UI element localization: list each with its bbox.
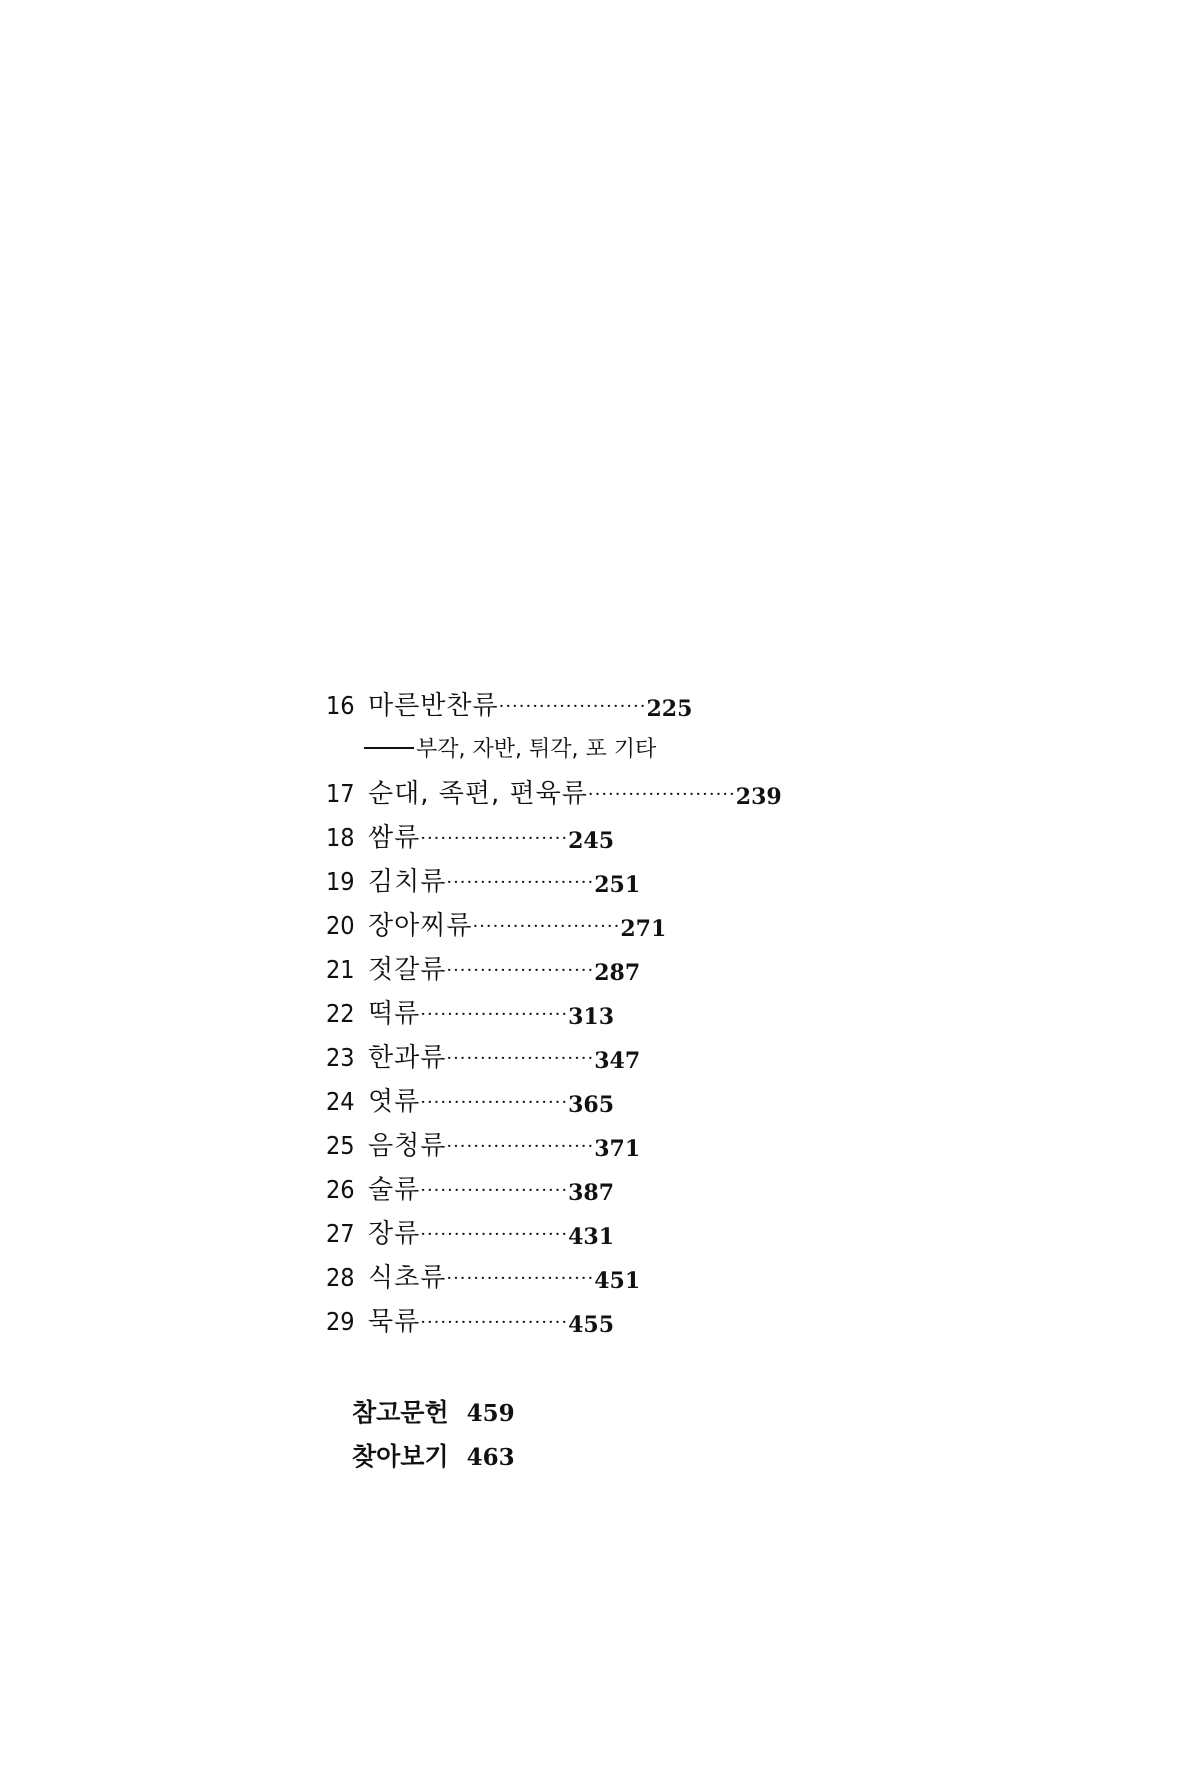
dot-leader: ······················ xyxy=(587,784,736,805)
toc-entry xyxy=(326,1212,886,1256)
page-number: 347 xyxy=(594,1048,641,1074)
toc-entry xyxy=(326,816,886,860)
chapter-title: 순대, 족편, 편육류 xyxy=(368,779,588,809)
toc-entry xyxy=(326,1300,886,1344)
dot-leader: ······················ xyxy=(420,1224,569,1245)
dot-leader: ······················ xyxy=(420,1312,569,1333)
chapter-subtitle: 부각, 자반, 튀각, 포 기타 xyxy=(416,737,657,762)
toc-entry xyxy=(326,684,886,728)
chapter-number: 24 xyxy=(326,1087,355,1116)
chapter-number: 26 xyxy=(326,1175,355,1204)
chapter-title: 묵류 xyxy=(368,1307,421,1337)
toc-entry xyxy=(326,1256,886,1300)
page-number: 251 xyxy=(594,872,641,898)
page-number: 431 xyxy=(568,1224,615,1250)
page-number: 271 xyxy=(620,916,667,942)
page-number: 225 xyxy=(646,696,693,722)
toc-entry xyxy=(326,904,886,948)
chapter-title: 엿류 xyxy=(368,1087,421,1117)
chapter-number: 27 xyxy=(326,1219,355,1248)
page-number: 371 xyxy=(594,1136,641,1162)
chapter-number: 25 xyxy=(326,1131,355,1160)
chapter-number: 28 xyxy=(326,1263,355,1292)
chapter-number: 18 xyxy=(326,823,355,852)
page-number: 239 xyxy=(735,784,782,810)
chapter-number: 22 xyxy=(326,999,355,1028)
chapter-title: 식초류 xyxy=(368,1263,447,1293)
chapter-number: 23 xyxy=(326,1043,355,1072)
dot-leader: ······················ xyxy=(420,1004,569,1025)
page-number: 365 xyxy=(568,1092,615,1118)
chapter-title: 음청류 xyxy=(368,1131,447,1161)
dot-leader: ······················ xyxy=(420,1092,569,1113)
back-matter-entry xyxy=(352,1391,515,1435)
toc-entry xyxy=(326,992,886,1036)
toc-entry xyxy=(326,860,886,904)
toc-entry xyxy=(326,948,886,992)
toc-entry xyxy=(326,1124,886,1168)
page-number: 313 xyxy=(568,1004,615,1030)
page-number: 245 xyxy=(568,828,615,854)
chapter-number: 20 xyxy=(326,911,355,940)
toc-entry xyxy=(326,1036,886,1080)
dash-rule xyxy=(364,747,414,749)
chapter-number: 17 xyxy=(326,779,355,808)
dot-leader: ······················ xyxy=(446,960,595,981)
chapter-title: 술류 xyxy=(368,1175,421,1205)
dot-leader: ······················ xyxy=(472,916,621,937)
chapter-number: 19 xyxy=(326,867,355,896)
dot-leader: ······················ xyxy=(498,696,647,717)
chapter-title: 김치류 xyxy=(368,867,447,897)
chapter-number: 29 xyxy=(326,1307,355,1336)
page-number: 455 xyxy=(568,1312,615,1338)
dot-leader: ······················ xyxy=(446,872,595,893)
chapter-title: 젓갈류 xyxy=(368,955,447,985)
page-number: 459 xyxy=(466,1400,515,1427)
chapter-title: 한과류 xyxy=(368,1043,447,1073)
chapter-number: 16 xyxy=(326,691,355,720)
back-matter-title: 찾아보기 xyxy=(352,1442,449,1471)
dot-leader: ······················ xyxy=(446,1136,595,1157)
chapter-title: 장류 xyxy=(368,1219,421,1249)
toc-entry xyxy=(326,1168,886,1212)
dot-leader: ······················ xyxy=(446,1268,595,1289)
dot-leader: ······················ xyxy=(420,1180,569,1201)
toc-entry xyxy=(326,1080,886,1124)
page-number: 387 xyxy=(568,1180,615,1206)
toc-subtitle xyxy=(326,728,886,772)
back-matter-entry xyxy=(352,1435,515,1479)
dot-leader: ······················ xyxy=(420,828,569,849)
chapter-title: 마른반찬류 xyxy=(368,691,499,721)
table-of-contents xyxy=(326,684,886,1344)
page-number: 463 xyxy=(466,1444,515,1471)
toc-entry xyxy=(326,772,886,816)
chapter-title: 장아찌류 xyxy=(368,911,473,941)
dot-leader: ······················ xyxy=(446,1048,595,1069)
page-number: 451 xyxy=(594,1268,641,1294)
back-matter-title: 참고문헌 xyxy=(352,1398,449,1427)
chapter-title: 쌈류 xyxy=(368,823,421,853)
page-number: 287 xyxy=(594,960,641,986)
chapter-title: 떡류 xyxy=(368,999,421,1029)
chapter-number: 21 xyxy=(326,955,355,984)
back-matter xyxy=(352,1391,515,1479)
